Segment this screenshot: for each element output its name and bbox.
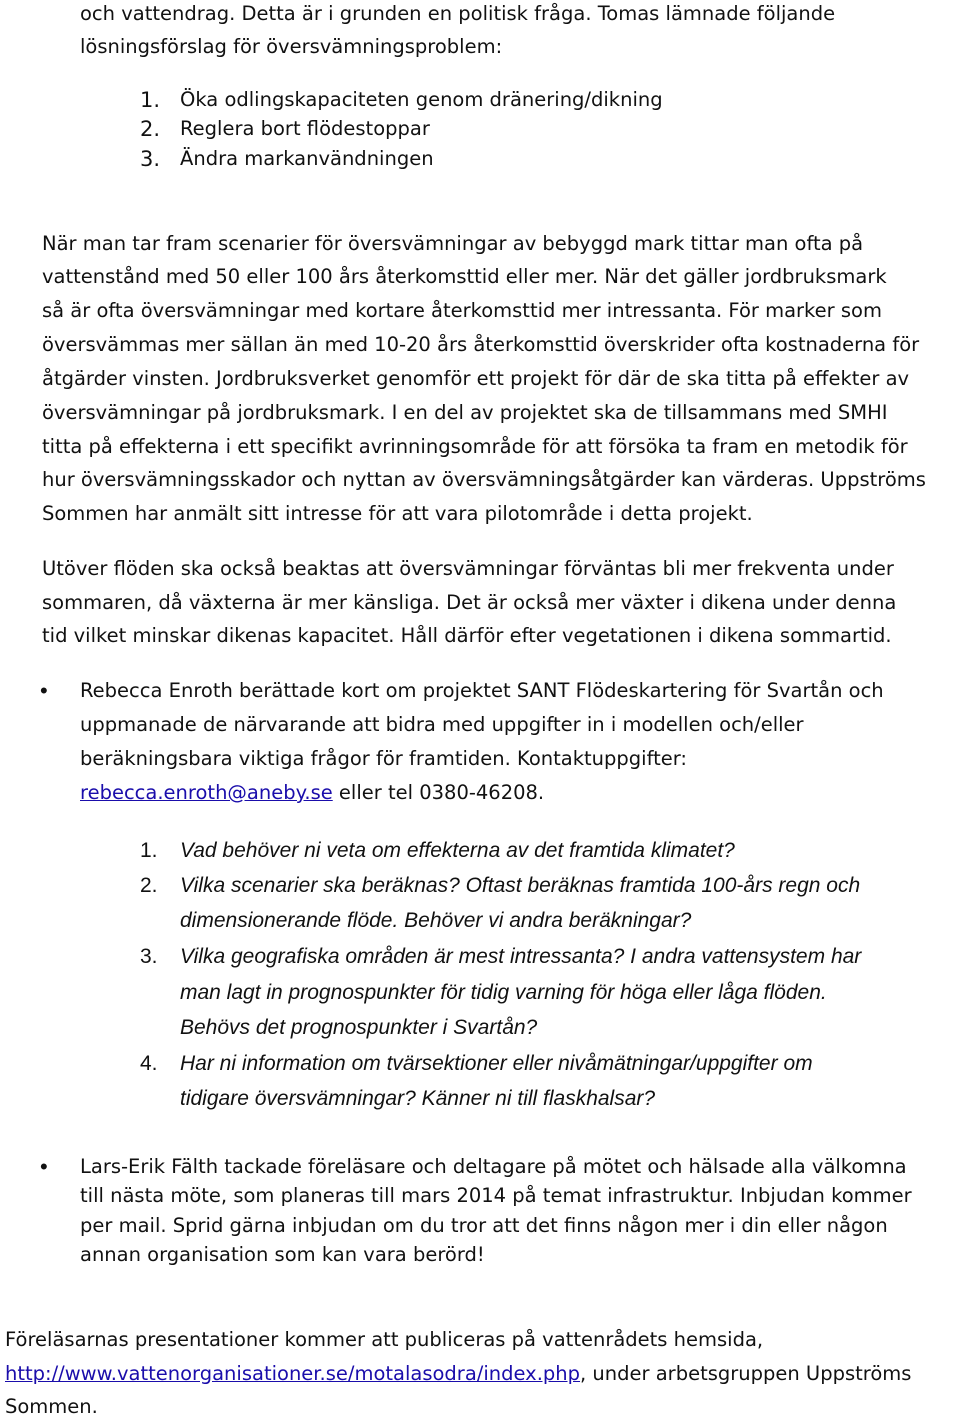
bullet-line: Lars-Erik Fälth tackade föreläsare och deltagare på mötet och hälsade alla välkomna xyxy=(80,1155,907,1178)
paragraph-line: titta på effekterna i ett specifikt avrinningsområde för att försöka ta fram en metodik för xyxy=(42,435,908,458)
question-line: Vad behöver ni veta om effekterna av det framtida klimatet? xyxy=(180,839,735,862)
paragraph-line: åtgärder vinsten. Jordbruksverket genomför ett projekt för där de ska titta på effekter av xyxy=(42,367,910,390)
bullet-line: uppmanade de närvarande att bidra med uppgifter in i modellen och/eller xyxy=(80,713,804,736)
list-item-number: 3. xyxy=(140,147,161,171)
paragraph-line: När man tar fram scenarier för översvämningar av bebyggd mark tittar man ofta på xyxy=(42,232,864,255)
list-item: Reglera bort flödestoppar xyxy=(180,117,430,140)
footer-line: Sommen. xyxy=(5,1395,98,1418)
question-number: 1. xyxy=(140,839,158,862)
footer-after-url: , under arbetsgruppen Uppströms xyxy=(580,1362,912,1385)
paragraph-line: Utöver flöden ska också beaktas att översvämningar förväntas bli mer frekventa under xyxy=(42,557,894,580)
question-line: Har ni information om tvärsektioner eller nivåmätningar/uppgifter om xyxy=(180,1052,813,1075)
paragraph-line: översvämmas mer sällan än med 10-20 års återkomsttid överskrider ofta kostnaderna för xyxy=(42,333,920,356)
bullet-line: annan organisation som kan vara berörd! xyxy=(80,1243,485,1266)
paragraph-line: hur översvämningsskador och nyttan av översvämningsåtgärder kan värderas. Uppströms xyxy=(42,468,926,491)
question-line: Behövs det prognospunkter i Svartån? xyxy=(180,1016,538,1039)
paragraph-line: vattenstånd med 50 eller 100 års återkomsttid eller mer. När det gäller jordbruksmark xyxy=(42,265,887,288)
footer-line: Föreläsarnas presentationer kommer att publiceras på vattenrådets hemsida, xyxy=(5,1328,764,1351)
question-number: 2. xyxy=(140,874,158,897)
email-link[interactable]: rebecca.enroth@aneby.se xyxy=(80,781,333,804)
paragraph-line: så är ofta översvämningar med kortare återkomsttid mer intressanta. För marker som xyxy=(42,299,882,322)
intro-line-1: och vattendrag. Detta är i grunden en politisk fråga. Tomas lämnade följande xyxy=(80,2,836,25)
bullet-line: till nästa möte, som planeras till mars 2014 på temat infrastruktur. Inbjudan kommer xyxy=(80,1184,912,1207)
bullet-icon: • xyxy=(40,678,48,703)
website-link[interactable]: http://www.vattenorganisationer.se/motalasodra/index.php xyxy=(5,1362,581,1385)
paragraph-line: tid vilket minskar dikenas kapacitet. Håll därför efter vegetationen i dikena sommartid. xyxy=(42,624,892,647)
question-number: 3. xyxy=(140,945,158,968)
contact-line xyxy=(80,779,544,807)
footer-url-line xyxy=(5,1360,911,1388)
bullet-line: Rebecca Enroth berättade kort om projektet SANT Flödeskartering för Svartån och xyxy=(80,679,884,702)
paragraph-line: Sommen har anmält sitt intresse för att vara pilotområde i detta projekt. xyxy=(42,502,753,525)
bullet-icon: • xyxy=(40,1154,48,1179)
question-number: 4. xyxy=(140,1052,158,1075)
question-line: Vilka scenarier ska beräknas? Oftast beräknas framtida 100-års regn och xyxy=(180,874,861,897)
bullet-line: beräkningsbara viktiga frågor för framtiden. Kontaktuppgifter: xyxy=(80,747,687,770)
question-line: dimensionerande flöde. Behöver vi andra beräkningar? xyxy=(180,909,692,932)
paragraph-line: sommaren, då växterna är mer känsliga. Det är också mer växter i dikena under denna xyxy=(42,591,897,614)
paragraph-line: översvämningar på jordbruksmark. I en del av projektet ska de tillsammans med SMHI xyxy=(42,401,888,424)
phone-text: eller tel 0380-46208. xyxy=(332,781,545,804)
question-line: tidigare översvämningar? Känner ni till flaskhalsar? xyxy=(180,1087,656,1110)
question-line: Vilka geografiska områden är mest intressanta? I andra vattensystem har xyxy=(180,945,862,968)
list-item: Ändra markanvändningen xyxy=(180,147,434,170)
bullet-line: per mail. Sprid gärna inbjudan om du tror att det finns någon mer i din eller någon xyxy=(80,1214,888,1237)
intro-line-2: lösningsförslag för översvämningsproblem: xyxy=(80,35,503,58)
list-item-number: 2. xyxy=(140,117,161,141)
question-line: man lagt in prognospunkter för tidig varning för höga eller låga flöden. xyxy=(180,981,827,1004)
list-item-number: 1. xyxy=(140,88,161,112)
list-item: Öka odlingskapaciteten genom dränering/dikning xyxy=(180,88,663,111)
